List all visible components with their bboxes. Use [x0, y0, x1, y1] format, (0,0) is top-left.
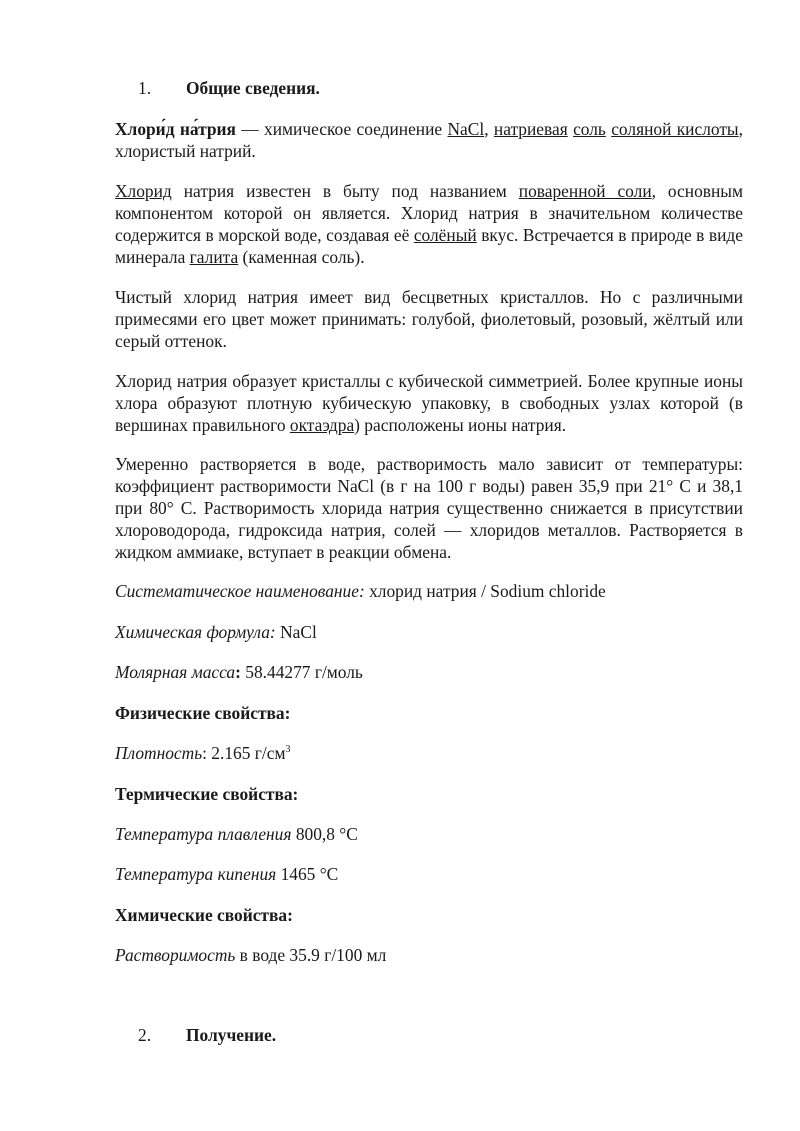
prop-boiling-point: [115, 863, 743, 885]
prop-systematic-name: [115, 580, 743, 602]
prop-colon: :: [235, 662, 241, 682]
prop-value: в воде 35.9 г/100 мл: [235, 945, 387, 965]
prop-label: Химическая формула:: [115, 622, 276, 642]
prop-value: 1465 °C: [276, 864, 339, 884]
section-heading-1: [138, 77, 320, 99]
text-span: (каменная соль).: [238, 247, 365, 267]
section-title: Общие сведения.: [186, 78, 320, 98]
text-span: Чистый хлорид натрия имеет вид бесцветных кристаллов. Но с различными примесями его цвет может принимать: голубой, фиолетовый, розовый, жёлтый или серый оттенок.: [115, 287, 743, 351]
prop-value: 800,8 °C: [291, 824, 358, 844]
link-chlorid[interactable]: Хлорид: [115, 181, 172, 201]
link-oktaedr[interactable]: октаэдра: [289, 415, 355, 435]
prop-solubility: [115, 944, 743, 966]
term-title: Хлори́д на́трия: [115, 119, 236, 139]
link-nacl[interactable]: NaCl: [447, 119, 485, 139]
link-solyanoy-kisloty[interactable]: соляной кислоты: [611, 119, 739, 139]
heading-physical-properties: Физические свойства:: [115, 703, 291, 723]
text-span: химическое соединение: [264, 119, 448, 139]
prop-value: 58.44277 г/моль: [240, 662, 363, 682]
section-title: Получение.: [186, 1025, 277, 1045]
prop-value: NaCl: [275, 622, 317, 642]
text-span: ) расположены ионы натрия.: [354, 415, 567, 435]
text-span: Умеренно растворяется в воде, растворимость мало зависит от температуры: коэффициент растворимости NaCl (в г на 100 г воды) равен 35,9 при 21° С и 38,1 при 80° С. Растворимость хлорида натрия существенно снижается в присутствии хлороводорода, гидроксида натрия, солей — хлоридов металлов. Растворяется в жидком аммиаке, вступает в реакции обмена.: [115, 454, 743, 562]
paragraph-crystal: [115, 370, 743, 436]
text-span: ,: [484, 119, 494, 139]
prop-value: хлорид натрия / Sodium chloride: [364, 581, 606, 601]
prop-label: Плотность: [115, 743, 203, 763]
paragraph-definition: [115, 118, 743, 162]
section-heading-2: [138, 1024, 276, 1046]
link-sol[interactable]: соль: [573, 119, 606, 139]
section-number: 2.: [138, 1025, 152, 1045]
prop-chemical-formula: [115, 621, 743, 643]
section-number: 1.: [138, 78, 152, 98]
text-dash: —: [235, 119, 265, 139]
text-span: , основным компонентом которой он является. Хлорид натрия в значительном количестве содержится в морской воде, создавая её: [115, 181, 743, 245]
prop-molar-mass: [115, 661, 743, 683]
text-span: , хлористый натрий.: [115, 119, 743, 161]
heading-chemical-properties: Химические свойства:: [115, 905, 293, 925]
prop-label: Растворимость: [115, 945, 236, 965]
paragraph-common-name: [115, 180, 743, 268]
paragraph-solubility: [115, 453, 743, 563]
prop-label: Температура кипения: [115, 864, 277, 884]
prop-value: : 2.165 г/см: [202, 743, 286, 763]
prop-label: Температура плавления: [115, 824, 292, 844]
text-span: Хлорид натрия образует кристаллы с кубической симметрией. Более крупные ионы хлора образуют плотную кубическую упаковку, в свободных узлах которой (в вершинах правильного: [115, 371, 743, 435]
prop-melting-point: [115, 823, 743, 845]
text-span: натрия известен в быту под названием: [171, 181, 519, 201]
prop-label: Систематическое наименование:: [115, 581, 365, 601]
prop-label: Молярная масса: [115, 662, 236, 682]
heading-thermal-properties: Термические свойства:: [115, 784, 299, 804]
paragraph-color: [115, 286, 743, 352]
text-span: вкус. Встречается в природе в виде минерала: [115, 225, 743, 267]
link-solyony[interactable]: солёный: [413, 225, 477, 245]
prop-density: [115, 742, 743, 764]
link-natrievaya[interactable]: натриевая: [493, 119, 568, 139]
superscript: 3: [285, 744, 291, 755]
link-galit[interactable]: галита: [189, 247, 239, 267]
link-povarennoy-soli[interactable]: поваренной соли: [518, 181, 652, 201]
